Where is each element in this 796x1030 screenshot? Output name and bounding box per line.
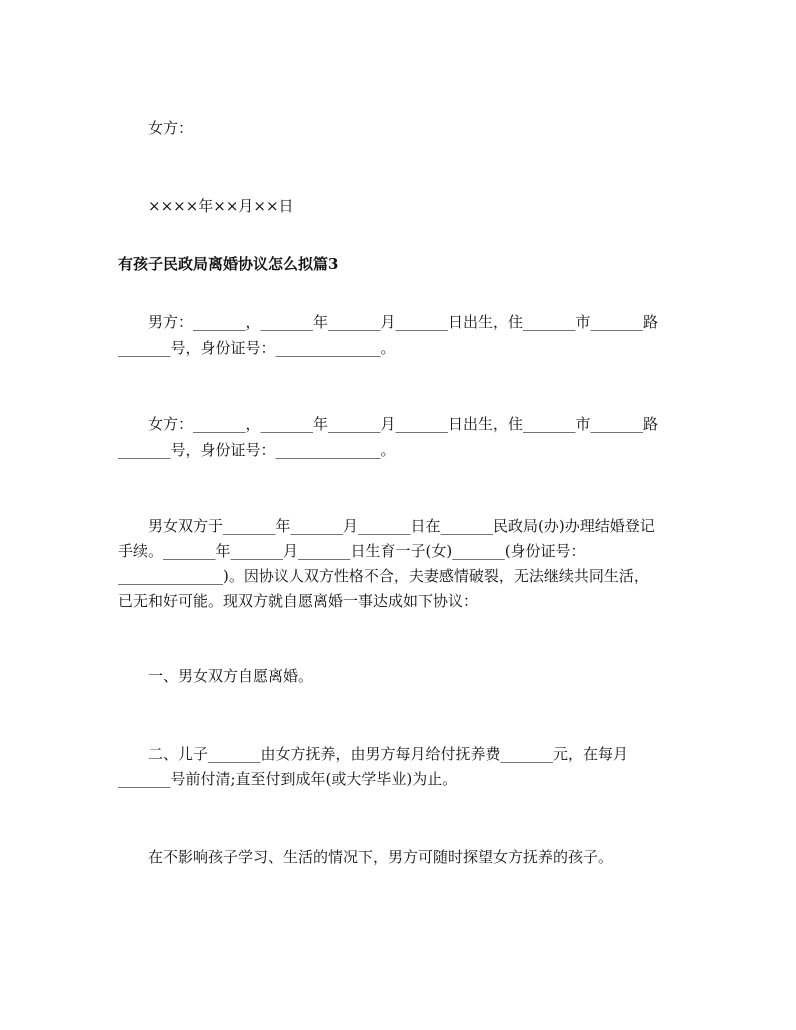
preamble-line-3: ______________)。因协议人双方性格不合，夫妻感情破裂，无法继续共同生活，	[118, 567, 649, 585]
preamble-line-4: 已无和好可能。现双方就自愿离婚一事达成如下协议：	[118, 592, 479, 610]
female-info-line-1: 女方：_______，_______年_______月_______日出生，住_______市_______路	[118, 415, 659, 433]
clause-2-line-2: _______号前付清;直至付到成年(或大学毕业)为止。	[118, 770, 458, 788]
preamble-line-1: 男女双方于_______年_______月_______日在_______民政局(办)办理结婚登记	[118, 517, 655, 535]
clause-1: 一、男女双方自愿离婚。	[118, 667, 314, 685]
clause-2-line-1: 二、儿子_______由女方抚养，由男方每月给付抚养费_______元，在每月	[118, 745, 629, 763]
male-info-line-2: _______号，身份证号：______________。	[118, 339, 396, 357]
preamble-line-2: 手续。_______年_______月_______日生育一子(女)_______(身份证号：	[118, 542, 586, 560]
signature-female-label: 女方：	[118, 119, 194, 137]
section-title: 有孩子民政局离婚协议怎么拟篇3	[118, 255, 339, 273]
male-info-line-1: 男方：_______，_______年_______月_______日出生，住_______市_______路	[118, 313, 659, 331]
female-info-line-2: _______号，身份证号：______________。	[118, 441, 396, 459]
signature-date: ××××年××月××日	[118, 197, 294, 215]
visitation-clause: 在不影响孩子学习、生活的情况下，男方可随时探望女方抚养的孩子。	[118, 848, 614, 866]
